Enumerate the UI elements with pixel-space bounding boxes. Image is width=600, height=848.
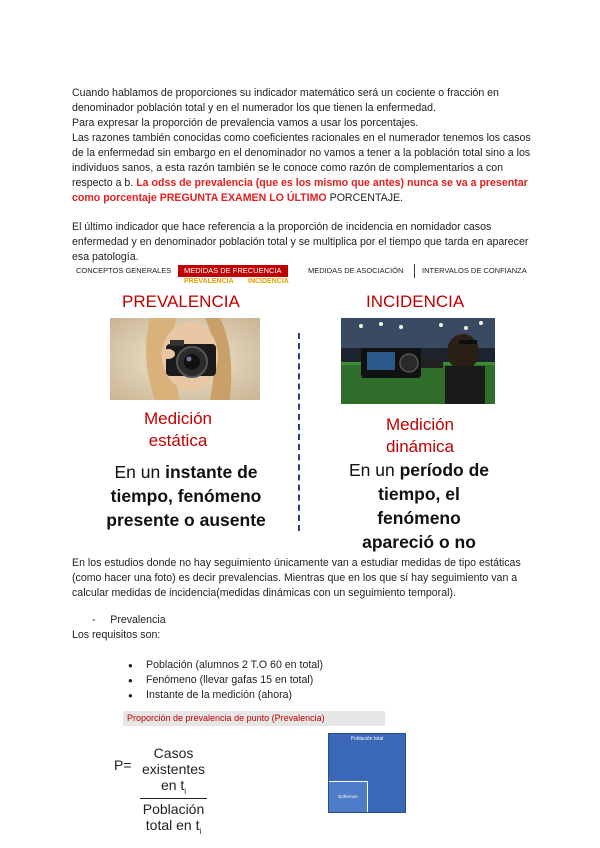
intro-paragraph-3 — [72, 131, 538, 206]
prevalencia-heading: PREVALENCIA — [122, 292, 240, 311]
photographer-photo — [110, 318, 260, 400]
list-item: ● Fenómeno (llevar gafas 15 en total) — [128, 673, 323, 688]
incidencia-heading: INCIDENCIA — [366, 292, 465, 311]
left-description — [98, 460, 274, 532]
requirements-heading: Los requisitos son: — [72, 629, 161, 641]
right-measure-label — [370, 414, 470, 458]
left-desc-2: tiempo, fenómeno — [110, 486, 262, 506]
slide-nav — [72, 265, 532, 277]
left-measure-line-1: Medición — [143, 409, 213, 428]
studies-paragraph: En los estudios donde no hay seguimiento únicamente van a estudiar medidas de tipo estáticas (como hacer una foto) es decir prevalencias. Mientras que en los que sí hay seguimiento van a calcular medidas de incidencia(medidas dinámicas con un seguimiento temporal). — [72, 556, 538, 601]
stadium-camera-photo — [341, 318, 495, 404]
slide-divider — [298, 333, 300, 531]
left-measure-line-2: estática — [148, 431, 208, 450]
left-desc-3: presente o ausente — [106, 510, 266, 530]
exam-note: La odss de prevalencia (que es los mismo que antes) nunca se va a presentar como porcentaje PREGUNTA EXAMEN LO ÚLTIMO — [72, 177, 528, 204]
left-desc-1b: instante de — [165, 462, 258, 482]
formula-p: P= — [114, 757, 132, 773]
nav-conceptos: CONCEPTOS GENERALES — [76, 266, 172, 275]
numerator-text: Casos existentes en t — [142, 745, 206, 793]
dash-mark: - — [92, 614, 96, 626]
right-desc-4: apareció o no — [362, 532, 476, 552]
intro-paragraph-1: Cuando hablamos de proporciones su indicador matemático será un cociente o fracción en denominador población total y en el numerador los que tienen la enfermedad. — [72, 87, 499, 114]
right-desc-2: tiempo, el — [378, 484, 460, 504]
sick-box: Enfermos — [329, 781, 368, 812]
nav-divider — [414, 264, 415, 278]
ratio-tail: PORCENTAJE. — [329, 192, 404, 204]
nav-medidas-asociacion: MEDIDAS DE ASOCIACIÓN — [308, 266, 404, 275]
intro-paragraph-2: Para expresar la proporción de prevalencia vamos a usar los porcentajes. — [72, 117, 419, 129]
right-desc-1b: período de — [399, 460, 490, 480]
right-desc-3: fenómeno — [377, 508, 461, 528]
dash-list-item — [92, 613, 292, 628]
left-desc-1a: En un — [114, 462, 166, 482]
requirements-list — [128, 658, 323, 703]
denominator-text: Población total en t — [142, 800, 205, 833]
denominator-subscript: i — [199, 826, 202, 836]
right-measure-line-1: Medición — [385, 415, 455, 434]
list-item: ● Instante de la medición (ahora) — [128, 688, 323, 703]
list-item: ● Población (alumnos 2 T.O 60 en total) — [128, 658, 323, 673]
right-description — [334, 458, 504, 554]
numerator-subscript: i — [184, 786, 187, 796]
left-measure-label — [128, 408, 228, 452]
nav-sub-incidencia: INCIDENCIA — [248, 278, 289, 285]
right-desc-1a: En un — [348, 460, 400, 480]
nav-intervalos: INTERVALOS DE CONFIANZA — [422, 266, 527, 275]
ratio-text: Las razones también conocidas como coeficientes racionales en el numerador tenemos los casos de la enfermedad sin embargo en el denominador no vamos a tener a la población total sino a los individuos sanos, a esta razón también se le conoce como razón de complementarios a con respecto a b. — [72, 132, 531, 189]
formula-title: Proporción de prevalencia de punto (Prevalencia) — [123, 711, 385, 726]
formula-numerator — [140, 745, 207, 799]
nav-medidas-frecuencia: MEDIDAS DE FRECUENCIA — [178, 265, 288, 277]
right-measure-line-2: dinámica — [385, 437, 455, 456]
population-diagram — [328, 733, 406, 813]
population-label: Población total — [350, 736, 384, 742]
dash-item-text: Prevalencia — [110, 614, 166, 626]
formula-denominator — [140, 799, 207, 836]
nav-sub-prevalencia: PREVALENCIA — [184, 278, 234, 285]
intro-paragraph-4: El último indicador que hace referencia a la proporción de incidencia en nomidador casos enfermedad y en denominador población total y se multiplica por el tiempo que tarda en aparecer esa patología. — [72, 221, 529, 263]
formula-fraction — [140, 745, 207, 836]
